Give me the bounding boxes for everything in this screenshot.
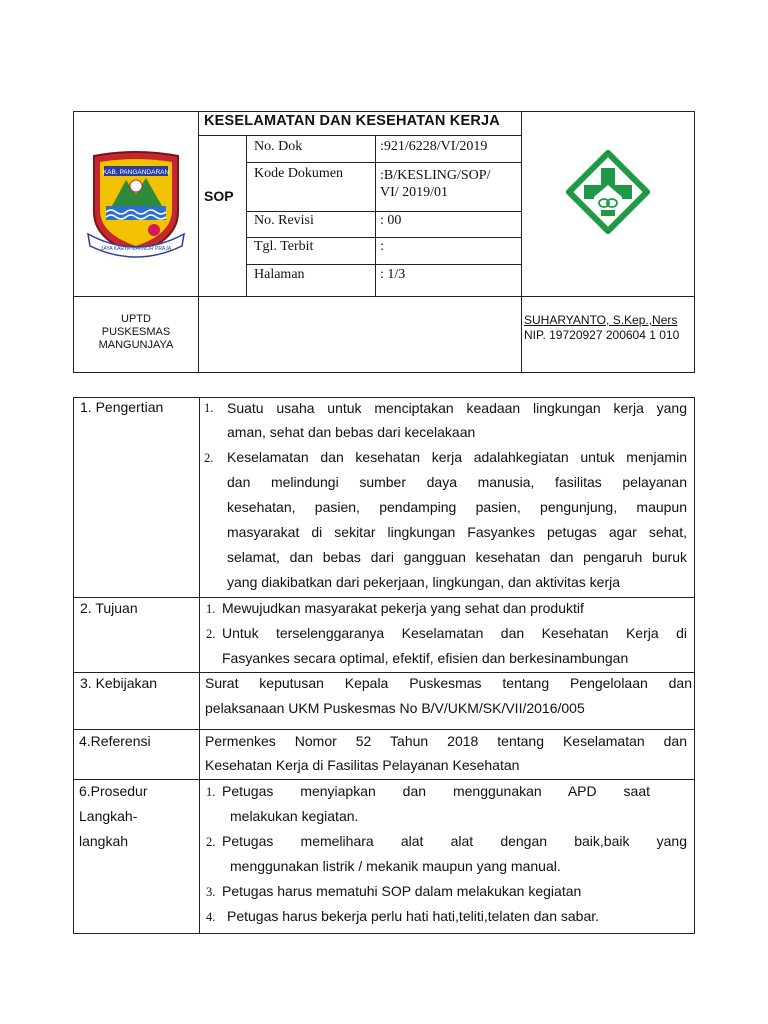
section-label-referensi: 4.Referensi <box>79 733 151 749</box>
prosedur-item-1-line-1: Petugas menyiapkan dan menggunakan APD saat <box>222 783 650 799</box>
org-line-1: UPTD <box>121 313 151 325</box>
section-label-kebijakan: 3. Kebijakan <box>80 675 158 691</box>
meta-value-halaman: : 1/3 <box>380 267 406 282</box>
kebijakan-line-2: pelaksanaan UKM Puskesmas No B/V/UKM/SK/VII/2016/005 <box>205 700 585 716</box>
crest-motto: JAYA KARYA MAKMUR PRAJA <box>100 246 172 252</box>
tujuan-item-1-num: 1. <box>206 602 216 616</box>
pengertian-item-2-num: 2. <box>204 451 214 465</box>
prosedur-item-4-num: 4. <box>206 910 216 924</box>
prosedur-item-2-num: 2. <box>206 835 216 849</box>
regency-crest-logo <box>86 150 186 262</box>
section-label-prosedur-2: Langkah- <box>79 808 138 824</box>
meta-label-no-revisi: No. Revisi <box>254 213 314 228</box>
pengertian-item-2-line-2: dan melindungi sumber daya manusia, fasilitas pelayanan <box>227 474 687 490</box>
tujuan-item-2-line-1: Untuk terselenggaranya Keselamatan dan Kesehatan Kerja di <box>222 625 687 641</box>
section-label-prosedur-3: langkah <box>79 833 129 849</box>
org-line-3: MANGUNJAYA <box>98 339 174 351</box>
signer-nip: NIP. 19720927 200604 1 010 <box>524 328 680 342</box>
tujuan-item-2-num: 2. <box>206 627 216 641</box>
meta-label-halaman: Halaman <box>254 267 305 282</box>
meta-label-tgl-terbit: Tgl. Terbit <box>254 239 314 254</box>
tujuan-item-2-line-2: Fasyankes secara optimal, efektif, efisien dan berkesinambungan <box>222 650 629 666</box>
section-label-prosedur-1: 6.Prosedur <box>79 783 148 799</box>
pengertian-item-1-num: 1. <box>204 401 214 415</box>
pengertian-item-2-line-4: masyarakat di sekitar lingkungan Fasyankes petugas agar sehat, <box>227 524 687 540</box>
meta-value-kode-dokumen-2: VI/ 2019/01 <box>380 185 449 200</box>
prosedur-item-3-num: 3. <box>206 885 216 899</box>
meta-value-no-dok: :921/6228/VI/2019 <box>380 139 488 154</box>
pengertian-item-1-line-1: Suatu usaha untuk menciptakan keadaan lingkungan kerja yang <box>227 400 687 416</box>
pengertian-item-2-line-5: selamat, dan bebas dari gangguan kesehatan dan pengaruh buruk <box>227 549 687 565</box>
section-label-pengertian: 1. Pengertian <box>80 399 164 415</box>
kebijakan-line-1: Surat keputusan Kepala Puskesmas tentang Pengelolaan dan <box>205 675 692 691</box>
sop-label: SOP <box>204 188 234 204</box>
pengertian-item-2-line-3: kesehatan, pasien, pendamping pasien, pengunjung, maupun <box>227 499 687 515</box>
meta-label-no-dok: No. Dok <box>254 139 303 154</box>
pengertian-item-2-line-6: yang diakibatkan dari pekerjaan, lingkungan, dan aktivitas kerja <box>227 574 621 590</box>
pengertian-item-2-line-1: Keselamatan dan kesehatan kerja adalahkegiatan untuk menjamin <box>227 449 687 465</box>
prosedur-item-4-line-1: Petugas harus bekerja perlu hati hati,teliti,telaten dan sabar. <box>227 908 600 924</box>
org-line-2: PUSKESMAS <box>101 326 171 338</box>
meta-value-tgl-terbit: : <box>380 239 384 254</box>
referensi-line-1: Permenkes Nomor 52 Tahun 2018 tentang Keselamatan dan <box>205 733 687 749</box>
meta-value-kode-dokumen-1: :B/KESLING/SOP/ <box>380 168 491 183</box>
section-label-tujuan: 2. Tujuan <box>80 600 138 616</box>
tujuan-item-1-line-1: Mewujudkan masyarakat pekerja yang sehat dan produktif <box>222 600 584 616</box>
crest-label: KAB. PANGANDARAN <box>102 169 170 176</box>
meta-value-no-revisi: : 00 <box>380 213 402 228</box>
prosedur-item-2-line-1: Petugas memelihara alat alat dengan baik,baik yang <box>222 833 687 849</box>
pengertian-item-1-line-2: aman, sehat dan bebas dari kecelakaan <box>227 424 476 440</box>
document-title: KESELAMATAN DAN KESEHATAN KERJA <box>204 113 500 129</box>
meta-label-kode-dokumen: Kode Dokumen <box>254 166 344 181</box>
signer-name: SUHARYANTO, S.Kep.,Ners <box>524 313 678 327</box>
referensi-line-2: Kesehatan Kerja di Fasilitas Pelayanan Kesehatan <box>205 757 520 773</box>
prosedur-item-2-line-2: menggunakan listrik / mekanik maupun yang manual. <box>230 858 561 874</box>
prosedur-item-3-line-1: Petugas harus mematuhi SOP dalam melakukan kegiatan <box>222 883 582 899</box>
puskesmas-logo <box>566 150 650 234</box>
prosedur-item-1-line-2: melakukan kegiatan. <box>230 808 359 824</box>
prosedur-item-1-num: 1. <box>206 785 216 799</box>
